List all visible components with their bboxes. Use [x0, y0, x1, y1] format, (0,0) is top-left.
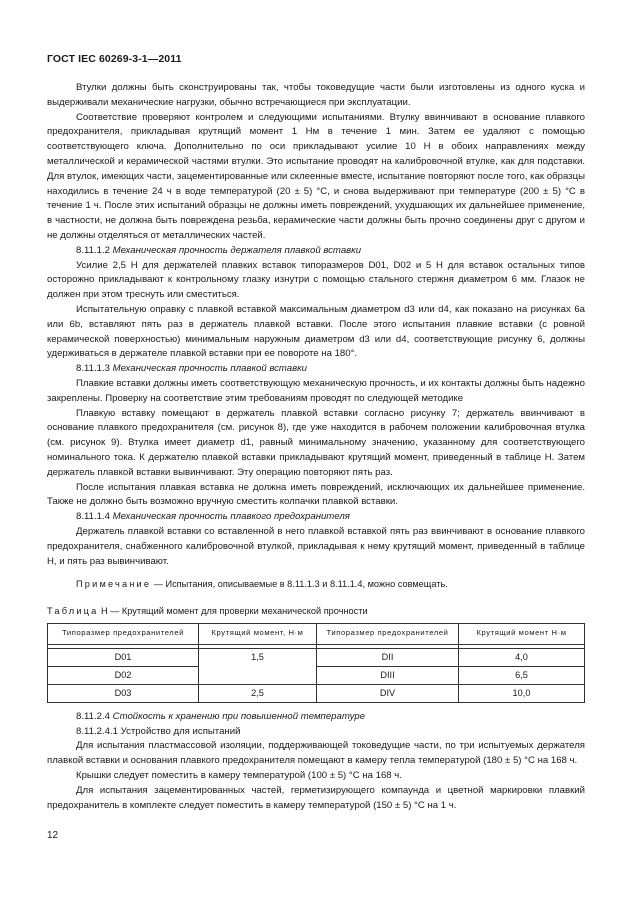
section-8-11-1-2: [47, 244, 585, 259]
table-cell: D02: [48, 666, 199, 684]
page-number: 12: [47, 830, 59, 841]
section-8-11-2-4: [47, 710, 585, 725]
section-number: 8.11.1.3: [76, 363, 110, 375]
table-row: [48, 666, 585, 684]
table-cell: 10,0: [459, 684, 585, 702]
paragraph-3: Усилие 2,5 Н для держателей плавких вставок типоразмеров D01, D02 и 5 Н для вставок остальных типов осторожно прикладывают к контрольному глазку изнутри с помощью стального стержня диаметром 6 мм. Глазок не должен при этом треснуть или сместиться.: [47, 259, 585, 301]
table-cell: DIII: [317, 666, 459, 684]
note-text: — Испытания, описываемые в 8.11.1.3 и 8.11.1.4, можно совмещать.: [151, 579, 448, 590]
table-cell: DII: [317, 648, 459, 666]
section-number: 8.11.1.2: [76, 244, 110, 256]
paragraph-6: Плавкую вставку помещают в держатель плавкой вставки согласно рисунку 7; держатель ввинчивают в основание плавкого предохранителя (см. рисунок 8), где уже находится в рабочем положении калибровочная втулка (см. рисунок 9). Втулка имеет диаметр d1, равный минимальному значению, указанному для соответствующего номинального тока. К держателю плавкой вставки прикладывают крутящий момент, приведенный в таблице Н. Затем держатель плавкой вставки вывинчивают. Эту операцию повторяют пять раз.: [47, 407, 585, 478]
section-number: 8.11.2.4: [76, 710, 110, 722]
paragraph-7: После испытания плавкая вставка не должна иметь повреждений, исключающих их дальнейшее применение. Также не должно быть возможно вручную сместить колпачки плавкой вставки.: [47, 481, 585, 508]
table-cell: 2,5: [199, 684, 317, 702]
section-title: Механическая прочность плавкого предохранителя: [112, 511, 350, 523]
table-cell: DIV: [317, 684, 459, 702]
note-label: Примечание: [76, 579, 152, 590]
table-header: Типоразмер предохранителей: [317, 623, 459, 644]
section-title: Механическая прочность держателя плавкой вставки: [112, 244, 362, 256]
table-cell: D01: [48, 648, 199, 666]
table-header: Крутящий момент, Н·м: [199, 623, 317, 644]
table-caption-label: Таблица: [47, 606, 99, 617]
paragraph-11: Для испытания зацементированных частей, герметизирующего компаунда и цветной маркировки плавкий предохранитель в комплекте следует поместить в камеру температурой (150 ± 5) °С на 1 ч.: [47, 784, 585, 811]
paragraph-9: Для испытания пластмассовой изоляции, поддерживающей токоведущие части, по три испытуемых держателя плавкой вставки и основания плавкого предохранителя помещают в камеру тепла температурой (180 ± 5) °С на 168 ч.: [47, 740, 585, 767]
paragraph-10: Крышки следует поместить в камеру температурой (100 ± 5) °С на 168 ч.: [76, 770, 402, 782]
table-cell: 6,5: [459, 666, 585, 684]
table-caption-text: Н — Крутящий момент для проверки механической прочности: [98, 606, 368, 617]
table-cell: D03: [48, 684, 199, 702]
section-8-11-1-4: [47, 510, 585, 525]
section-8-11-2-4-1: 8.11.2.4.1 Устройство для испытаний: [76, 725, 241, 737]
table-cell: [199, 666, 317, 684]
paragraph-8: Держатель плавкой вставки со вставленной в него плавкой вставкой пять раз ввинчивают в основание плавкого предохранителя, снабженного калибровочной втулкой, прикладывая к нему крутящий момент, приведенный в таблице Н, и пять раз вывинчивают.: [47, 525, 585, 567]
section-8-11-1-3: [47, 362, 585, 377]
paragraph-2: Соответствие проверяют контролем и следующими испытаниями. Втулку ввинчивают в основание плавкого предохранителя, прикладывая крутящий момент 1 Нм в течение 1 мин. Затем ее удаляют с помощью соответствующего ключа. Дополнительно по оси прикладывают усилие 10 Н в обоих направлениях между металлической и керамической частями втулки. Это испытание проводят на калибровочной втулке, как для подставки. Для втулок, имеющих части, зацементированные или склеенные вместе, испытание повторяют после того, как образцы находились в течение 24 ч в воде температурой (20 ± 5) °С, и снова выдерживают при температуре (200 ± 5) °С в течение 1 ч. После этих испытаний образцы не должны иметь повреждений, ухудшающих их дальнейшее применение, в частности, не должна быть повреждена резьба, керамические части должны быть прочно соединены друг с другом и не должны отделяться от металлических частей.: [47, 111, 585, 241]
section-number: 8.11.1.4: [76, 511, 110, 523]
table-cell: 1,5: [199, 648, 317, 666]
section-title: Стойкость к хранению при повышенной температуре: [112, 710, 366, 722]
table-row: [48, 684, 585, 702]
table-header-row: [48, 623, 585, 644]
document-header: ГОСТ IEC 60269-3-1—2011: [47, 53, 182, 65]
table-header: Крутящий момент Н·м: [459, 623, 585, 644]
paragraph-4: Испытательную оправку с плавкой вставкой максимальным диаметром d3 или d4, как показано на рисунках 6а или 6b, вставляют пять раз в держатель плавкой вставки. После этого испытания плавкие вставки (с ровной керамической поверхностью) минимальным наружным диаметром d3 или d4, соответствующие рисунку 6, должны удерживаться в держателе плавкой вставки при ее повороте на 180°.: [47, 303, 585, 360]
table-caption: [47, 604, 585, 619]
table-cell: 4,0: [459, 648, 585, 666]
paragraph-5: Плавкие вставки должны иметь соответствующую механическую прочность, и их контакты должны быть надежно закреплены. Проверку на соответствие этим требованиям проводят по следующей методике: [47, 377, 585, 404]
section-title: Механическая прочность плавкой вставки: [112, 363, 308, 375]
paragraph-1: Втулки должны быть сконструированы так, чтобы токоведущие части были изготовлены из одного куска и выдерживали механические нагрузки, обычно встречающиеся при эксплуатации.: [47, 82, 585, 108]
torque-table: [47, 623, 585, 703]
table-row: [48, 648, 585, 666]
document-body: [47, 81, 585, 813]
after-table: [47, 710, 585, 814]
table-header: Типоразмер предохранителей: [48, 623, 199, 644]
note: [47, 577, 585, 592]
